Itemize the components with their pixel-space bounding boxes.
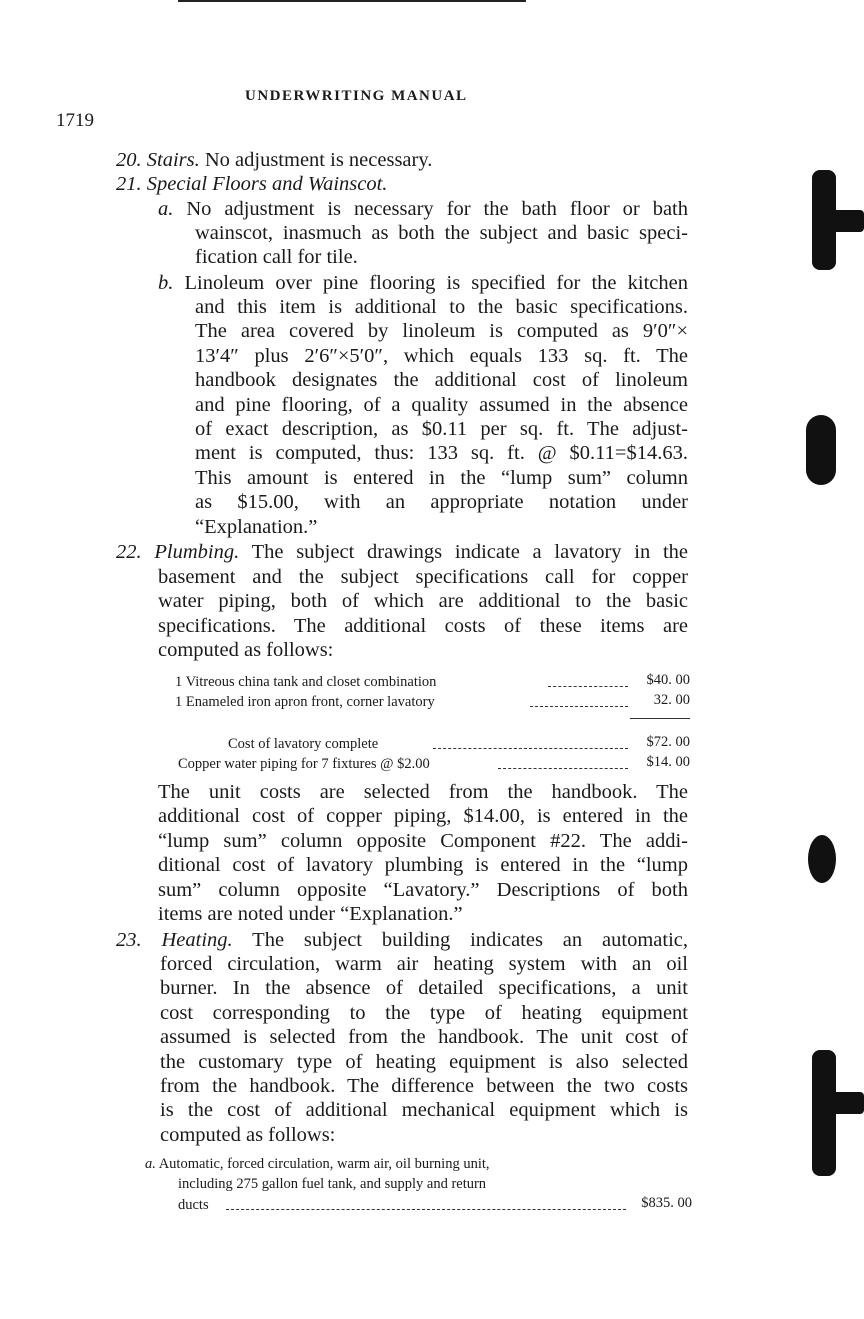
leader-dots xyxy=(226,1209,626,1210)
item-22-after-line: items are noted under “Explanation.” xyxy=(158,902,463,925)
item-20-number: 20. xyxy=(116,149,142,171)
item-21a-label: a. xyxy=(158,198,174,220)
item-23-line: is the cost of additional mechanical equipment which is xyxy=(160,1099,688,1122)
table-row-amount: $14. 00 xyxy=(646,754,690,770)
item-21b-line: and this item is additional to the basic specifications. xyxy=(195,296,688,318)
item-21b-line: 13′4″ plus 2′6″×5′0″, which equals 133 sq. ft. The xyxy=(195,344,688,367)
table-row-text: Copper water piping for 7 fixtures @ $2.00 xyxy=(178,756,430,772)
item-21b-line: handbook designates the additional cost of linoleum xyxy=(195,369,688,392)
heating-a-label: a. xyxy=(145,1156,156,1172)
item-21b-label: b. xyxy=(158,272,174,294)
item-21b-line: ment is computed, thus: 133 sq. ft. @ $0.11=$14.63. xyxy=(195,442,688,465)
page-number: 1719 xyxy=(56,110,94,131)
item-22-line: basement and the subject specifications call for copper xyxy=(158,566,688,588)
item-22-after-line: “lump sum” column opposite Component #22. The addi- xyxy=(158,829,688,852)
item-21b-line: This amount is entered in the “lump sum” column xyxy=(195,466,688,489)
item-21b-line: “Explanation.” xyxy=(195,515,318,538)
item-22-after-line: The unit costs are selected from the handbook. The xyxy=(158,781,688,803)
item-20-title: Stairs. xyxy=(146,149,200,171)
item-22-line: water piping, both of which are additional to the basic xyxy=(158,590,688,613)
table-row-text: 1 Vitreous china tank and closet combination xyxy=(175,674,437,690)
item-22-line: The subject drawings indicate a lavatory in the xyxy=(239,541,689,563)
item-22-after-line: ditional cost of lavatory plumbing is entered in the “lump xyxy=(158,854,688,877)
item-23-title: Heating. xyxy=(161,929,233,951)
table-row-amount: $835. 00 xyxy=(641,1195,692,1211)
item-21b-line: of exact description, as $0.11 per sq. ft. The adjust- xyxy=(195,417,688,440)
item-21b-line: as $15.00, with an appropriate notation under xyxy=(195,491,688,514)
table-row-amount: $72. 00 xyxy=(646,734,690,750)
item-21-number: 21. xyxy=(116,173,142,195)
table-row-text: 1 Enameled iron apron front, corner lavatory xyxy=(175,694,435,710)
binder-tab-top-arm xyxy=(826,210,864,232)
item-23-line: burner. In the absence of detailed specifications, a unit xyxy=(160,977,688,1000)
item-22-number: 22. xyxy=(116,541,142,563)
item-23-line: assumed is selected from the handbook. The unit cost of xyxy=(160,1026,688,1049)
running-head: UNDERWRITING MANUAL xyxy=(245,88,468,104)
table-row-amount: 32. 00 xyxy=(653,692,690,708)
binder-hole-mark xyxy=(806,415,836,485)
item-21b-line: Linoleum over pine flooring is specified for the kitchen xyxy=(173,272,688,294)
item-21-title: Special Floors and Wainscot. xyxy=(146,173,388,195)
heating-a-line: ducts xyxy=(178,1197,209,1213)
binder-tab-bottom-arm xyxy=(826,1092,864,1114)
item-21a-line: No adjustment is necessary for the bath floor or bath xyxy=(173,198,688,220)
item-21b-line: The area covered by linoleum is computed as 9′0″× xyxy=(195,320,688,343)
item-22-line: computed as follows: xyxy=(158,639,334,662)
item-22-line: specifications. The additional costs of these items are xyxy=(158,614,688,637)
item-23-line: forced circulation, warm air heating system with an oil xyxy=(160,953,688,975)
item-20-text: No adjustment is necessary. xyxy=(199,149,433,171)
item-22-after-line: sum” column opposite “Lavatory.” Descriptions of both xyxy=(158,878,688,901)
item-23-line: the customary type of heating equipment is also selected xyxy=(160,1050,688,1073)
item-22-after-line: additional cost of copper piping, $14.00, is entered in the xyxy=(158,805,688,828)
item-23-line: computed as follows: xyxy=(160,1123,336,1146)
heating-a-line: a. Automatic, forced circulation, warm air, oil burning unit, xyxy=(145,1156,490,1172)
table-row-text: Cost of lavatory complete xyxy=(228,736,379,752)
item-23-line: cost corresponding to the type of heating equipment xyxy=(160,1001,688,1024)
item-23-line: from the handbook. The difference between the two costs xyxy=(160,1074,688,1097)
item-22-title: Plumbing. xyxy=(154,541,240,563)
item-21a-line: wainscot, inasmuch as both the subject and basic speci- xyxy=(195,222,688,244)
item-21a-line: fication call for tile. xyxy=(195,246,358,269)
item-23-line: The subject building indicates an automatic, xyxy=(232,929,688,951)
table-row-amount: $40. 00 xyxy=(646,672,690,688)
item-23-number: 23. xyxy=(116,929,142,951)
heating-a-line: including 275 gallon fuel tank, and supply and return xyxy=(178,1176,487,1192)
binder-punch-hole xyxy=(808,835,836,883)
item-21b-line: and pine flooring, of a quality assumed in the absence xyxy=(195,393,688,416)
